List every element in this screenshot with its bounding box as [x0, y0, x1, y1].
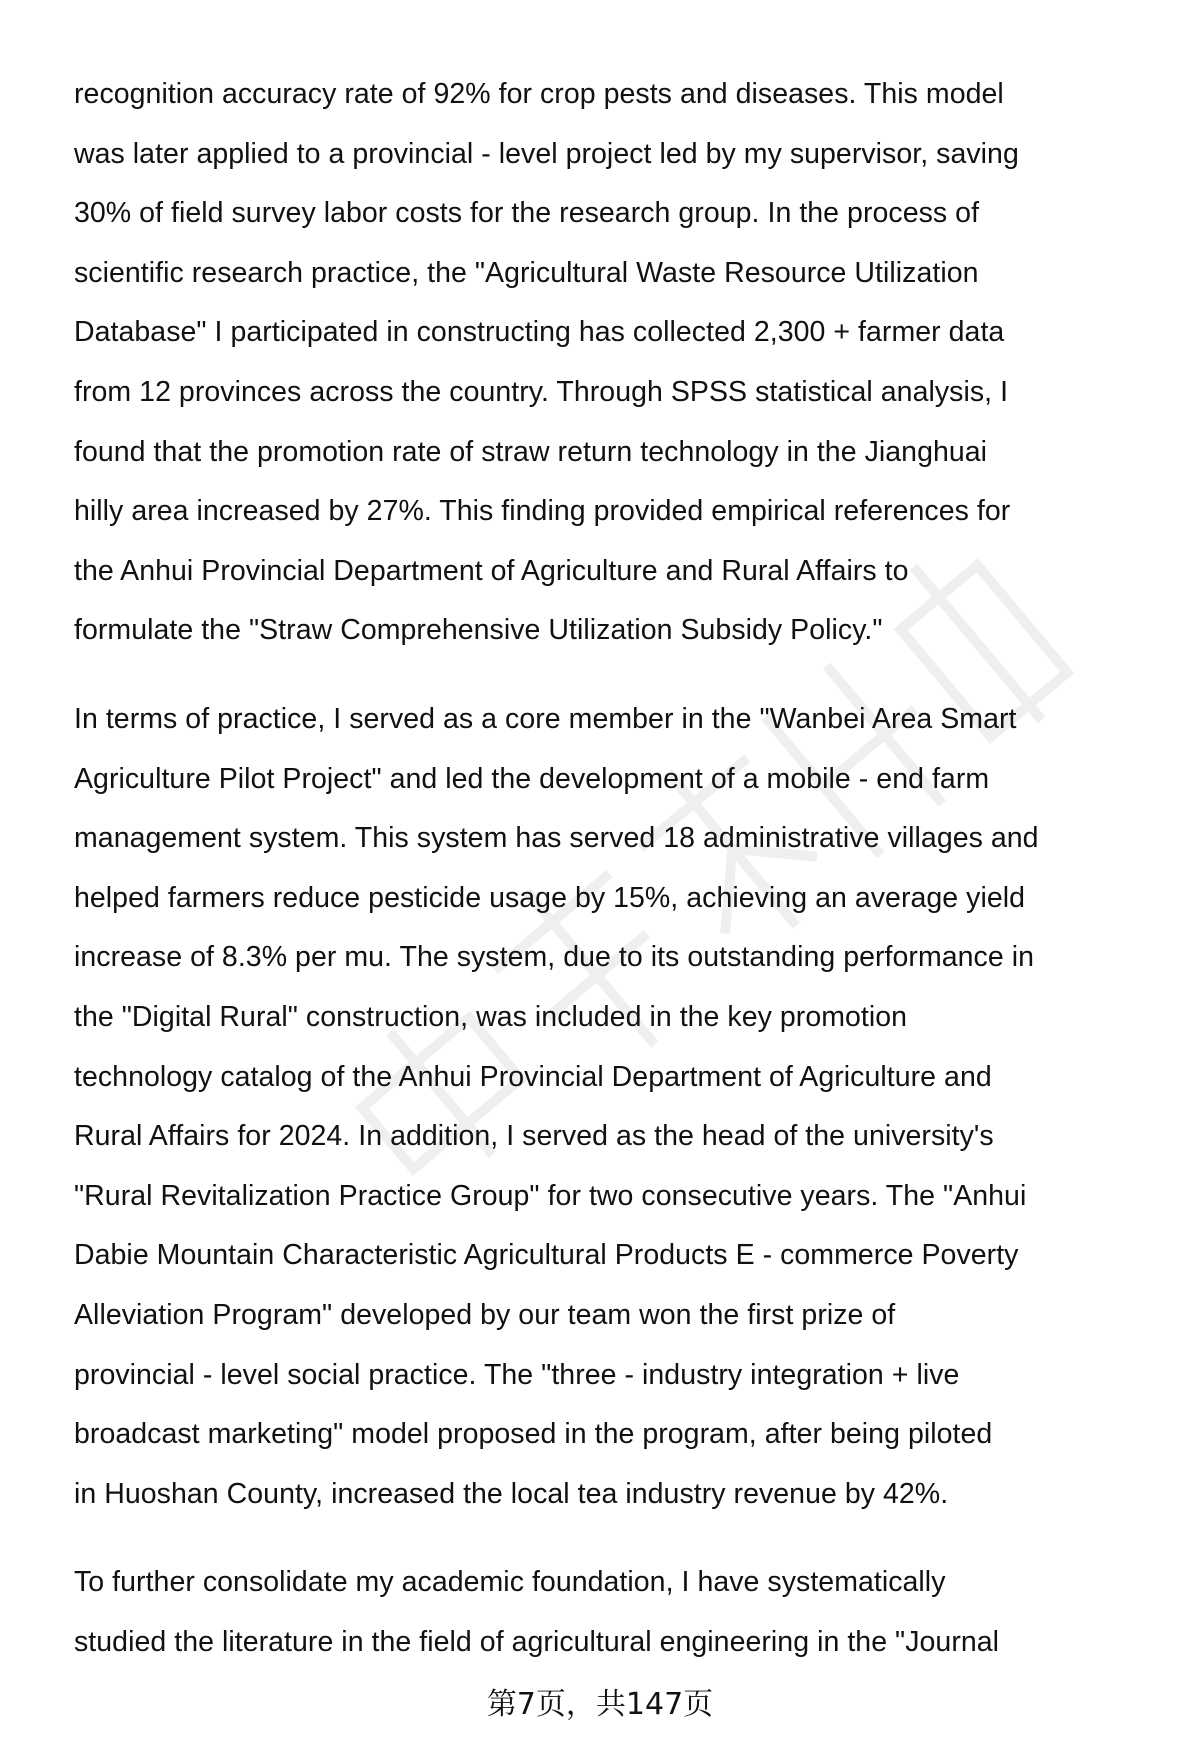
text-line: management system. This system has served 18 administrative villages and [74, 822, 1039, 855]
text-line: "Rural Revitalization Practice Group" for two consecutive years. The "Anhui [74, 1179, 1027, 1212]
text-line: Rural Affairs for 2024. In addition, I served as the head of the university's [74, 1120, 994, 1153]
text-line: To further consolidate my academic foundation, I have systematically [74, 1566, 946, 1598]
text-line: in Huoshan County, increased the local tea industry revenue by 42%. [74, 1477, 949, 1510]
text-line: Dabie Mountain Characteristic Agricultural Products E - commerce Poverty [74, 1239, 1019, 1272]
text-line: Alleviation Program" developed by our team won the first prize of [74, 1298, 896, 1331]
paragraph-research [74, 65, 1184, 661]
text-line: In terms of practice, I served as a core member in the "Wanbei Area Smart [74, 703, 1017, 735]
text-line: was later applied to a provincial - level project led by my supervisor, saving [74, 137, 1019, 170]
text-line: broadcast marketing" model proposed in the program, after being piloted [74, 1418, 993, 1451]
text-line: formulate the "Straw Comprehensive Utilization Subsidy Policy." [74, 614, 883, 647]
text-line: from 12 provinces across the country. Through SPSS statistical analysis, I [74, 375, 1009, 408]
text-line: studied the literature in the field of agricultural engineering in the "Journal [74, 1625, 1000, 1658]
text-line: hilly area increased by 27%. This finding provided empirical references for [74, 495, 1011, 528]
text-line: increase of 8.3% per mu. The system, due to its outstanding performance in [74, 941, 1035, 974]
text-line: provincial - level social practice. The "three - industry integration + live [74, 1358, 960, 1391]
text-line: found that the promotion rate of straw return technology in the Jianghuai [74, 435, 988, 468]
text-line: technology catalog of the Anhui Provincial Department of Agriculture and [74, 1060, 992, 1093]
text-line: the "Digital Rural" construction, was included in the key promotion [74, 1000, 908, 1033]
text-line: Database" I participated in constructing has collected 2,300 + farmer data [74, 316, 1005, 349]
text-line: helped farmers reduce pesticide usage by 15%, achieving an average yield [74, 881, 1026, 914]
text-line: the Anhui Provincial Department of Agriculture and Rural Affairs to [74, 554, 909, 587]
text-line: Agriculture Pilot Project" and led the development of a mobile - end farm [74, 762, 990, 795]
paragraph-practice [74, 690, 1184, 1524]
text-line: scientific research practice, the "Agricultural Waste Resource Utilization [74, 256, 979, 289]
text-line: 30% of field survey labor costs for the research group. In the process of [74, 197, 980, 230]
paragraph-academic [74, 1553, 1184, 1672]
page-number-footer: 第7页，共147页 [486, 1687, 714, 1722]
text-line: recognition accuracy rate of 92% for crop pests and diseases. This model [74, 78, 1004, 110]
